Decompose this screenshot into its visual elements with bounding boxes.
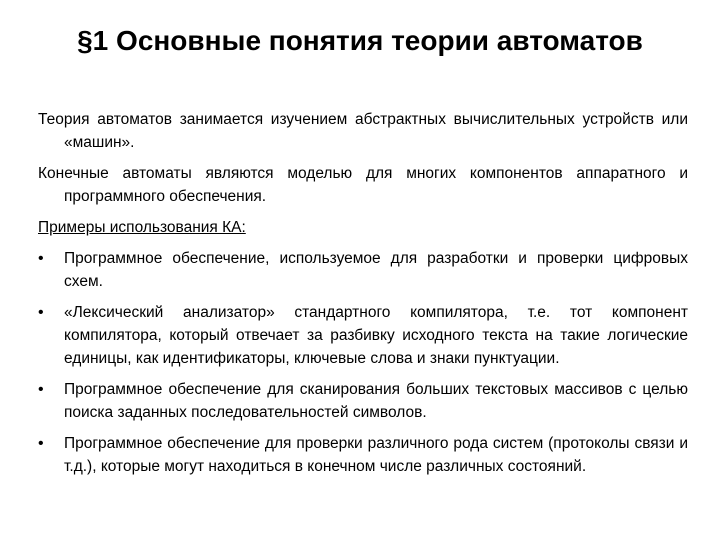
- list-item-text: Программное обеспечение для сканирования больших текстовых массивов с целью поиска заданных последовательностей символов.: [64, 381, 688, 421]
- bullet-icon: •: [38, 250, 44, 267]
- examples-heading: [38, 216, 688, 239]
- list-item: [38, 432, 688, 478]
- list-item: [38, 247, 688, 293]
- bullet-icon: •: [38, 381, 44, 398]
- list-item: [38, 378, 688, 424]
- list-item: [38, 301, 688, 370]
- list-item-text: «Лексический анализатор» стандартного компилятора, т.е. тот компонент компилятора, который отвечает за разбивку исходного текста на такие логические единицы, как идентификаторы, ключевые слова и знаки пунктуации.: [64, 304, 688, 367]
- paragraph-automata-theory: Теория автоматов занимается изучением абстрактных вычислительных устройств или «машин».: [38, 111, 688, 151]
- list-item-text: Программное обеспечение, используемое для разработки и проверки цифровых схем.: [64, 250, 688, 290]
- slide-content: [38, 108, 688, 486]
- bullet-icon: •: [38, 435, 44, 452]
- paragraph-finite-automata: Конечные автоматы являются моделью для многих компонентов аппаратного и программного обеспечения.: [38, 165, 688, 205]
- slide-title: §1 Основные понятия теории автоматов: [77, 25, 643, 56]
- examples-heading-text: Примеры использования КА:: [38, 219, 246, 236]
- bullet-icon: •: [38, 304, 44, 321]
- list-item-text: Программное обеспечение для проверки различного рода систем (протоколы связи и т.д.), которые могут находиться в конечном числе различных состояний.: [64, 435, 688, 475]
